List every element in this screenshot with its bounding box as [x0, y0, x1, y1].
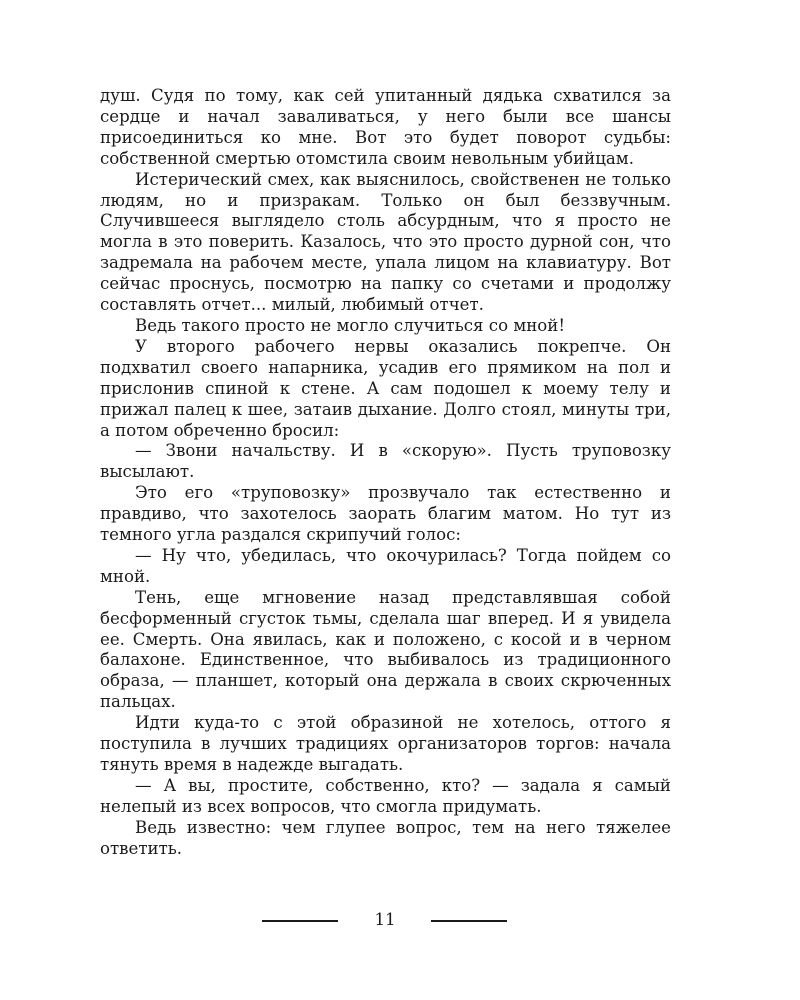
body-text: [100, 86, 671, 860]
footer-rule-right: [431, 920, 507, 922]
page-number: 11: [374, 910, 396, 929]
paragraph-1: душ. Судя по тому, как сей упитанный дядька схватился за сердце и начал заваливаться, у него были все шансы присоединиться ко мне. Вот это будет поворот судьбы: собственной смертью отомстила своим невольным убийцам.: [100, 86, 671, 168]
paragraph-9: Идти куда-то с этой образиной не хотелось, оттого я поступила в лучших традициях организаторов торгов: начала тянуть время в надежде выгадать.: [100, 713, 671, 774]
paragraph-11: Ведь известно: чем глупее вопрос, тем на него тяжелее ответить.: [100, 817, 671, 858]
page-footer: [0, 908, 800, 932]
paragraph-5: — Звони начальству. И в «скорую». Пусть труповозку высылают.: [100, 441, 671, 482]
paragraph-3: Ведь такого просто не могло случиться со мной!: [135, 315, 566, 335]
paragraph-8: Тень, еще мгновение назад представлявшая собой бесформенный сгусток тьмы, сделала шаг вперед. И я увидела ее. Смерть. Она явилась, как и положено, с косой и в черном балахоне. Единственное, что выбивалось из традиционного образа, — планшет, который она держала в своих скрюченных пальцах.: [100, 587, 671, 712]
paragraph-6: Это его «труповозку» прозвучало так естественно и правдиво, что захотелось заорать благим матом. Но тут из темного угла раздался скрипучий голос:: [100, 483, 671, 545]
paragraph-7: — Ну что, убедилась, что окочурилась? Тогда пойдем со мной.: [100, 545, 671, 586]
paragraph-4: У второго рабочего нервы оказались покрепче. Он подхватил своего напарника, усадив его прямиком на пол и прислонив спиной к стене. А сам подошел к моему телу и прижал палец к шее, затаив дыхание. Долго стоял, минуты три, а потом обреченно бросил:: [100, 336, 671, 440]
paragraph-2: Истерический смех, как выяснилось, свойственен не только людям, но и призракам. Только он был беззвучным. Случившееся выглядело столь абсурдным, что я просто не могла в это поверить. Казалось, что это просто дурной сон, что задремала на рабочем месте, упала лицом на клавиатуру. Вот сейчас проснусь, посмотрю на папку со счетами и продолжу составлять отчет... милый, любимый отчет.: [100, 169, 671, 315]
paragraph-10: — А вы, простите, собственно, кто? — задала я самый нелепый из всех вопросов, что смогла придумать.: [100, 775, 671, 816]
footer-rule-left: [262, 920, 338, 922]
